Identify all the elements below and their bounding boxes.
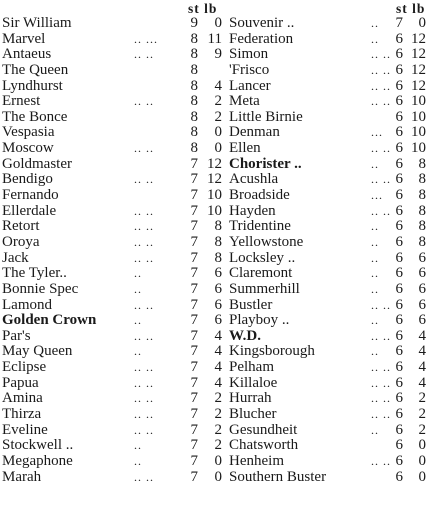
- horse-name: Little Birnie: [229, 108, 303, 125]
- leader-dots: .. ..: [371, 328, 391, 343]
- table-row: [229, 282, 429, 298]
- horse-name: Goldmaster: [2, 155, 72, 172]
- horse-name: Oroya: [2, 233, 40, 250]
- table-row: [2, 454, 226, 470]
- weight-pounds: 0: [214, 140, 222, 157]
- weight-pounds: 4: [418, 374, 426, 391]
- weight-stone: 6: [395, 280, 403, 297]
- weight-pounds: 6: [214, 296, 222, 313]
- weight-stone: 6: [395, 218, 403, 235]
- horse-name: Marah: [2, 468, 42, 485]
- leader-dots: ..: [371, 31, 379, 46]
- table-row: [2, 79, 226, 95]
- table-row: [229, 188, 429, 204]
- table-row: [2, 235, 226, 251]
- horse-name: Retort: [2, 218, 40, 235]
- weight-stone: 6: [395, 452, 403, 469]
- horse-name: Ellen: [229, 140, 261, 157]
- table-row: [229, 47, 429, 63]
- leader-dots: ..: [371, 422, 379, 437]
- weight-stone: 7: [190, 202, 198, 219]
- weight-stone: 7: [190, 280, 198, 297]
- horse-name: Locksley ..: [229, 249, 296, 266]
- table-row: [2, 266, 226, 282]
- horse-name: Pelham: [229, 359, 274, 376]
- table-row: [229, 32, 429, 48]
- weight-stone: 6: [395, 187, 403, 204]
- weight-pounds: 8: [418, 218, 426, 235]
- weight-stone: 7: [190, 437, 198, 454]
- horse-name: Papua: [2, 374, 39, 391]
- leader-dots: .. ..: [134, 297, 154, 312]
- weight-pounds: 8: [418, 171, 426, 188]
- weight-stone: 7: [190, 374, 198, 391]
- weight-pounds: 0: [418, 468, 426, 485]
- table-row: [2, 188, 226, 204]
- leader-dots: .. ..: [371, 203, 391, 218]
- weight-pounds: 2: [214, 421, 222, 438]
- horse-name: Chorister ..: [229, 155, 302, 172]
- table-row: [229, 454, 429, 470]
- leader-dots: .. ..: [134, 375, 154, 390]
- weight-stone: 6: [395, 343, 403, 360]
- weight-stone: 6: [395, 359, 403, 376]
- weight-stone: 6: [395, 312, 403, 329]
- weight-stone: 6: [395, 77, 403, 94]
- leader-dots: .. ..: [134, 328, 154, 343]
- weight-stone: 7: [190, 312, 198, 329]
- leader-dots: ..: [371, 16, 379, 30]
- table-row: [2, 282, 226, 298]
- weight-pounds: 6: [418, 280, 426, 297]
- leader-dots: .. ..: [134, 391, 154, 406]
- weight-pounds: 10: [411, 140, 426, 157]
- weight-pounds: 2: [214, 108, 222, 125]
- table-row: [229, 329, 429, 345]
- weight-stone: 6: [395, 390, 403, 407]
- horse-name: Tridentine: [229, 218, 291, 235]
- table-row: [2, 141, 226, 157]
- table-row: [229, 172, 429, 188]
- table-row: [2, 344, 226, 360]
- horse-name: Meta: [229, 93, 260, 110]
- horse-name: Henheim: [229, 452, 284, 469]
- table-row: [2, 16, 226, 32]
- weight-pounds: 6: [418, 312, 426, 329]
- weight-pounds: 0: [214, 15, 222, 31]
- table-row: [2, 219, 226, 235]
- leader-dots: .. ..: [371, 47, 391, 62]
- leader-dots: .. ..: [371, 172, 391, 187]
- weight-pounds: 4: [418, 343, 426, 360]
- leader-dots: .. ..: [134, 47, 154, 62]
- horse-name: Federation: [229, 30, 294, 47]
- weight-stone: 7: [190, 155, 198, 172]
- weight-pounds: 0: [418, 452, 426, 469]
- leader-dots: ..: [371, 234, 379, 249]
- weight-pounds: 8: [214, 249, 222, 266]
- horse-name: Ernest: [2, 93, 41, 110]
- weight-stone: 7: [190, 265, 198, 282]
- weight-stone: 6: [395, 30, 403, 47]
- weight-stone: 8: [190, 93, 198, 110]
- horse-name: Ellerdale: [2, 202, 57, 219]
- weight-pounds: 12: [411, 30, 426, 47]
- weight-pounds: 0: [418, 437, 426, 454]
- table-row: [229, 266, 429, 282]
- leader-dots: ..: [134, 313, 142, 328]
- table-row: [229, 235, 429, 251]
- leader-dots: ...: [371, 188, 383, 203]
- table-row: [2, 438, 226, 454]
- horse-name: Vespasia: [2, 124, 55, 141]
- weight-stone: 7: [190, 187, 198, 204]
- horse-name: Megaphone: [2, 452, 73, 469]
- horse-name: Southern Buster: [229, 468, 327, 485]
- horse-name: Broadside: [229, 187, 290, 204]
- leader-dots: .. ..: [134, 250, 154, 265]
- table-row: [2, 407, 226, 423]
- horse-name: The Queen: [2, 61, 69, 78]
- weight-stone: 8: [190, 77, 198, 94]
- horse-name: Fernando: [2, 187, 59, 204]
- leader-dots: ..: [371, 344, 379, 359]
- leader-dots: .. ..: [371, 94, 391, 109]
- horse-name: Eclipse: [2, 359, 47, 376]
- weight-stone: 6: [395, 202, 403, 219]
- horse-name: Stockwell ..: [2, 437, 74, 454]
- horse-name: Sir William: [2, 15, 72, 31]
- weight-stone: 6: [395, 171, 403, 188]
- horse-name: Hayden: [229, 202, 276, 219]
- leader-dots: ..: [371, 266, 379, 281]
- weight-stone: 6: [395, 46, 403, 63]
- horse-name: Blucher: [229, 406, 277, 423]
- leader-dots: .. ..: [371, 375, 391, 390]
- weight-stone: 6: [395, 374, 403, 391]
- horse-name: W.D.: [229, 327, 261, 344]
- weight-pounds: 8: [418, 187, 426, 204]
- horse-name: Moscow: [2, 140, 54, 157]
- horse-name: Bendigo: [2, 171, 53, 188]
- table-row: [2, 423, 226, 439]
- leader-dots: ..: [371, 250, 379, 265]
- table-row: [229, 157, 429, 173]
- leader-dots: ..: [134, 344, 142, 359]
- horse-name: Lancer: [229, 77, 271, 94]
- table-row: [2, 172, 226, 188]
- weight-stone: 6: [395, 406, 403, 423]
- weight-pounds: 2: [214, 437, 222, 454]
- horse-name: Hurrah: [229, 390, 272, 407]
- weight-pounds: 2: [418, 390, 426, 407]
- leader-dots: .. ..: [371, 78, 391, 93]
- horse-name: Denman: [229, 124, 280, 141]
- leader-dots: .. ..: [134, 141, 154, 156]
- weight-pounds: 12: [411, 46, 426, 63]
- table-row: [229, 360, 429, 376]
- weight-stone: 6: [395, 93, 403, 110]
- horse-name: Souvenir ..: [229, 15, 295, 31]
- leader-dots: ..: [371, 313, 379, 328]
- leader-dots: .. ..: [371, 141, 391, 156]
- leader-dots: ..: [371, 219, 379, 234]
- table-row: [229, 110, 429, 126]
- leader-dots: .. ..: [371, 297, 391, 312]
- units-header-right: st lb: [396, 1, 426, 16]
- weight-stone: 7: [190, 359, 198, 376]
- weight-pounds: 4: [214, 359, 222, 376]
- weight-pounds: 2: [418, 406, 426, 423]
- left-rows: [2, 16, 226, 485]
- weight-stone: 8: [190, 30, 198, 47]
- horse-name: Golden Crown: [2, 312, 97, 329]
- weight-stone: 6: [395, 61, 403, 78]
- weight-stone: 7: [190, 327, 198, 344]
- weight-pounds: 2: [214, 390, 222, 407]
- table-row: [2, 298, 226, 314]
- table-row: [229, 376, 429, 392]
- table-row: [2, 94, 226, 110]
- weight-pounds: 8: [418, 202, 426, 219]
- table-row: [229, 79, 429, 95]
- horse-name: Summerhill: [229, 280, 300, 297]
- weight-stone: 6: [395, 296, 403, 313]
- weight-pounds: 2: [214, 406, 222, 423]
- horse-name: Yellowstone: [229, 233, 304, 250]
- horse-name: Playboy ..: [229, 312, 290, 329]
- table-row: [229, 391, 429, 407]
- horse-name: Kingsborough: [229, 343, 315, 360]
- horse-name: Killaloe: [229, 374, 278, 391]
- table-row: [229, 470, 429, 486]
- weight-pounds: 10: [411, 93, 426, 110]
- leader-dots: ..: [134, 453, 142, 468]
- leader-dots: .. ..: [371, 453, 391, 468]
- weight-pounds: 0: [418, 15, 426, 31]
- horse-name: The Bonce: [2, 108, 68, 125]
- weight-pounds: 12: [207, 155, 222, 172]
- weight-pounds: 11: [207, 30, 222, 47]
- leader-dots: .. ..: [134, 172, 154, 187]
- leader-dots: ..: [134, 266, 142, 281]
- table-row: [229, 438, 429, 454]
- weight-pounds: 4: [214, 374, 222, 391]
- weight-pounds: 12: [411, 61, 426, 78]
- weight-pounds: 6: [418, 296, 426, 313]
- table-row: [2, 157, 226, 173]
- weight-stone: 8: [190, 140, 198, 157]
- table-row: [2, 125, 226, 141]
- table-row: [2, 329, 226, 345]
- weight-stone: 6: [395, 108, 403, 125]
- horse-name: Bonnie Spec: [2, 280, 79, 297]
- table-row: [2, 32, 226, 48]
- horse-name: The Tyler..: [2, 265, 67, 282]
- table-row: [229, 298, 429, 314]
- horse-name: Marvel: [2, 30, 46, 47]
- weight-pounds: 6: [214, 312, 222, 329]
- table-row: [2, 251, 226, 267]
- leader-dots: .. ..: [134, 203, 154, 218]
- leader-dots: ..: [134, 438, 142, 453]
- table-row: [2, 470, 226, 486]
- weight-stone: 6: [395, 327, 403, 344]
- weight-stone: 7: [190, 343, 198, 360]
- weight-stone: 7: [190, 249, 198, 266]
- table-row: [2, 360, 226, 376]
- horse-name: Gesundheit: [229, 421, 298, 438]
- weight-stone: 6: [395, 421, 403, 438]
- weight-pounds: 0: [214, 124, 222, 141]
- weight-stone: 6: [395, 140, 403, 157]
- leader-dots: ..: [134, 281, 142, 296]
- leader-dots: ..: [371, 281, 379, 296]
- leader-dots: .. ..: [134, 469, 154, 484]
- weight-stone: 6: [395, 468, 403, 485]
- weight-stone: 9: [190, 15, 198, 31]
- table-row: [2, 391, 226, 407]
- horse-name: Bustler: [229, 296, 273, 313]
- weight-pounds: 4: [418, 359, 426, 376]
- table-row: [229, 125, 429, 141]
- leader-dots: .. ..: [371, 407, 391, 422]
- weight-stone: 7: [190, 406, 198, 423]
- leader-dots: ..: [371, 156, 379, 171]
- weight-pounds: 8: [214, 233, 222, 250]
- horse-name: Acushla: [229, 171, 279, 188]
- weight-pounds: 2: [214, 93, 222, 110]
- weight-stone: 6: [395, 124, 403, 141]
- horse-name: Jack: [2, 249, 29, 266]
- weight-pounds: 12: [207, 171, 222, 188]
- leader-dots: .. ..: [134, 219, 154, 234]
- weight-pounds: 8: [418, 155, 426, 172]
- weight-pounds: 4: [214, 343, 222, 360]
- table-row: [229, 141, 429, 157]
- table-row: [229, 251, 429, 267]
- weight-pounds: 6: [418, 249, 426, 266]
- table-row: [229, 94, 429, 110]
- leader-dots: .. ..: [134, 407, 154, 422]
- weight-stone: 8: [190, 46, 198, 63]
- horse-name: Par's: [2, 327, 31, 344]
- leader-dots: .. ..: [371, 62, 391, 77]
- weight-stone: 7: [190, 171, 198, 188]
- weight-pounds: 10: [207, 187, 222, 204]
- horse-name: Lamond: [2, 296, 52, 313]
- horse-name: Thirza: [2, 406, 42, 423]
- weight-pounds: 12: [411, 77, 426, 94]
- horse-name: Chatsworth: [229, 437, 299, 454]
- weight-pounds: 6: [214, 265, 222, 282]
- table-row: [229, 423, 429, 439]
- weight-stone: 7: [190, 296, 198, 313]
- leader-dots: .. ..: [371, 391, 391, 406]
- weight-pounds: 10: [411, 124, 426, 141]
- table-row: [2, 63, 226, 79]
- weight-stone: 7: [190, 390, 198, 407]
- weight-stone: 6: [395, 155, 403, 172]
- weight-pounds: 4: [214, 327, 222, 344]
- weight-stone: 7: [190, 218, 198, 235]
- weight-pounds: 6: [418, 265, 426, 282]
- weight-stone: 6: [395, 437, 403, 454]
- leader-dots: .. ..: [134, 360, 154, 375]
- table-row: [229, 219, 429, 235]
- weight-stone: 8: [190, 124, 198, 141]
- leader-dots: .. ..: [134, 234, 154, 249]
- horse-name: Antaeus: [2, 46, 52, 63]
- units-header-left: st lb: [188, 1, 218, 16]
- weight-stone: 7: [190, 452, 198, 469]
- weight-pounds: 2: [418, 421, 426, 438]
- horse-name: Lyndhurst: [2, 77, 63, 94]
- leader-dots: ...: [371, 125, 383, 140]
- horse-name: 'Frisco: [229, 61, 270, 78]
- weight-pounds: 8: [214, 218, 222, 235]
- table-row: [2, 376, 226, 392]
- weight-pounds: 8: [418, 233, 426, 250]
- weight-pounds: 9: [214, 46, 222, 63]
- leader-dots: .. ..: [371, 360, 391, 375]
- table-row: [2, 47, 226, 63]
- weight-pounds: 0: [214, 468, 222, 485]
- weight-pounds: 4: [214, 77, 222, 94]
- table-row: [229, 63, 429, 79]
- weight-pounds: 0: [214, 452, 222, 469]
- weight-pounds: 6: [214, 280, 222, 297]
- table-row: [229, 313, 429, 329]
- weight-stone: 6: [395, 233, 403, 250]
- leader-dots: .. ..: [134, 94, 154, 109]
- horse-name: Simon: [229, 46, 269, 63]
- weight-stone: 7: [395, 15, 403, 31]
- weight-pounds: 4: [418, 327, 426, 344]
- weight-stone: 7: [190, 233, 198, 250]
- weight-stone: 6: [395, 265, 403, 282]
- horse-name: Amina: [2, 390, 43, 407]
- table-row: [229, 16, 429, 32]
- weight-pounds: 10: [411, 108, 426, 125]
- table-row: [2, 110, 226, 126]
- weight-stone: 7: [190, 421, 198, 438]
- table-row: [2, 313, 226, 329]
- leader-dots: .. ..: [134, 422, 154, 437]
- weight-pounds: 10: [207, 202, 222, 219]
- leader-dots: .. ...: [134, 31, 158, 46]
- horse-name: May Queen: [2, 343, 73, 360]
- weight-stone: 6: [395, 249, 403, 266]
- right-rows: [229, 16, 429, 485]
- table-row: [229, 204, 429, 220]
- weight-stone: 7: [190, 468, 198, 485]
- table-row: [229, 344, 429, 360]
- horse-name: Claremont: [229, 265, 293, 282]
- horse-name: Eveline: [2, 421, 48, 438]
- weight-stone: 8: [190, 61, 198, 78]
- table-row: [229, 407, 429, 423]
- table-row: [2, 204, 226, 220]
- weight-stone: 8: [190, 108, 198, 125]
